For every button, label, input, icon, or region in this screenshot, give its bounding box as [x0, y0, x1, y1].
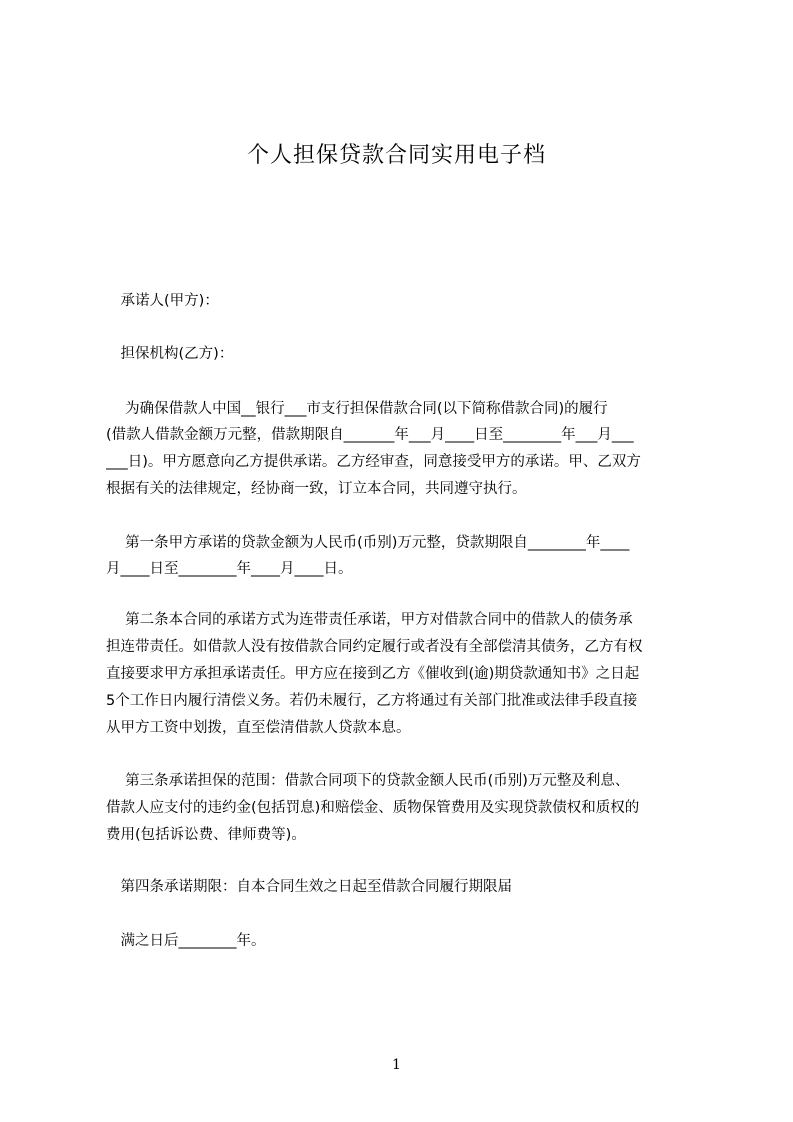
preamble-line: ___日)。甲方愿意向乙方提供承诺。乙方经审查，同意接受甲方的承诺。甲、乙双方 [106, 454, 641, 470]
article-2-line: 从甲方工资中划拨，直至偿清借款人贷款本息。 [106, 720, 411, 736]
article-2-line: 5个工作日内履行清偿义务。若仍未履行，乙方将通过有关部门批准或法律手段直接 [106, 693, 638, 709]
article-3-line: 第三条承诺担保的范围：借款合同项下的贷款金额人民币(币别)万元整及利息、 [106, 773, 630, 789]
article-2-line: 直接要求甲方承担承诺责任。甲方应在接到乙方《催收到(逾)期贷款通知书》之日起 [106, 666, 640, 682]
article-1-line: 月____日至________年____月____日。 [106, 561, 353, 577]
preamble-line: (借款人借款金额万元整，借款期限自_______年___月____日至________年___月___ [106, 427, 634, 443]
document-title: 个人担保贷款合同实用电子档 [246, 143, 546, 168]
article-4-line: 第四条承诺期限：自本合同生效之日起至借款合同履行期限届 [106, 879, 512, 895]
article-3-line: 费用(包括诉讼费、律师费等)。 [106, 827, 306, 843]
page-number: 1 [392, 1057, 401, 1073]
party-b-line: 担保机构(乙方)： [106, 346, 234, 362]
article-4-line: 满之日后________年。 [106, 933, 266, 949]
article-3-line: 借款人应支付的违约金(包括罚息)和赔偿金、质物保管费用及实现贷款债权和质权的 [106, 800, 640, 816]
article-2-line: 第二条本合同的承诺方式为连带责任承诺，甲方对借款合同中的借款人的债务承 [106, 612, 633, 628]
article-2-line: 担连带责任。如借款人没有按借款合同约定履行或者没有全部偿清其债务，乙方有权 [106, 639, 643, 655]
party-a-line: 承诺人(甲方)： [106, 293, 219, 309]
article-1-line: 第一条甲方承诺的贷款金额为人民币(币别)万元整，贷款期限自________年____ [106, 535, 630, 551]
preamble-line: 为确保借款人中国__银行___市支行担保借款合同(以下简称借款合同)的履行 [106, 401, 608, 417]
preamble-line: 根据有关的法律规定，经协商一致，订立本合同，共同遵守执行。 [106, 481, 527, 497]
